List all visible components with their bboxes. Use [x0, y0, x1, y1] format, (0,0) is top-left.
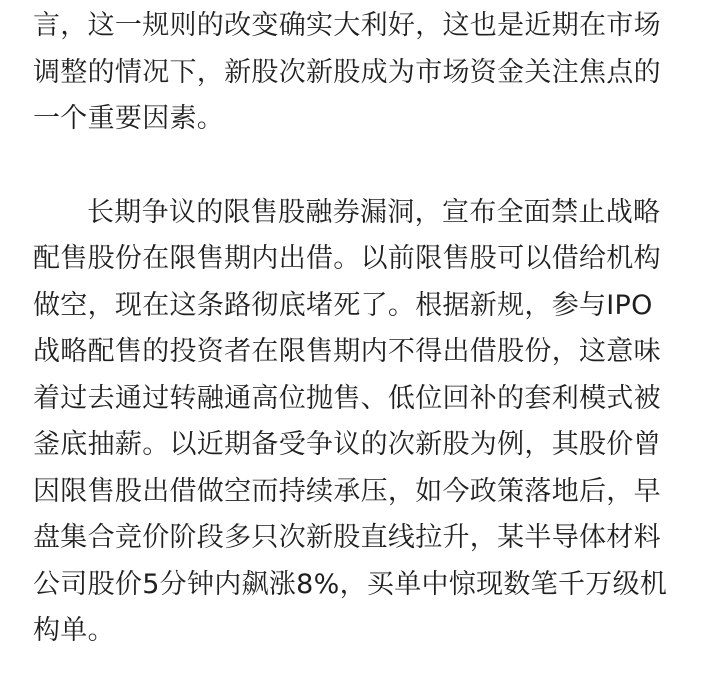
paragraph-2-line: 着过去通过转融通高位抛售、低位回补的套利模式被 — [33, 382, 661, 414]
paragraph-2-line: 战略配售的投资者在限售期内不得出借股份，这意味 — [33, 336, 661, 367]
paragraph-2-line: 釜底抽薪。以近期备受争议的次新股为例，其股价曾 — [33, 429, 661, 460]
paragraph-1-line: 一个重要因素。 — [33, 103, 225, 134]
paragraph-1 — [33, 3, 673, 143]
paragraph-2-line: 盘集合竞价阶段多只次新股直线拉升，某半导体材料 — [33, 522, 661, 553]
paragraph-2-line: 构单。 — [33, 615, 115, 646]
paragraph-2-line: 做空，现在这条路彻底堵死了。根据新规，参与IPO — [33, 289, 653, 321]
paragraph-1-line: 调整的情况下，新股次新股成为市场资金关注焦点的 — [33, 56, 661, 88]
paragraph-1-line: 言，这一规则的改变确实大利好，这也是近期在市场 — [33, 10, 661, 41]
article-body — [33, 0, 673, 655]
paragraph-2-line: 因限售股出借做空而持续承压，如今政策落地后，早 — [33, 475, 661, 507]
paragraph-2-line: 公司股价5分钟内飙涨8%，买单中惊现数笔千万级机 — [33, 568, 668, 600]
paragraph-2 — [33, 190, 673, 655]
paragraph-2-line: 配售股份在限售期内出借。以前限售股可以借给机构 — [33, 243, 661, 274]
paragraph-2-line: 长期争议的限售股融券漏洞，宣布全面禁止战略 — [87, 196, 661, 228]
